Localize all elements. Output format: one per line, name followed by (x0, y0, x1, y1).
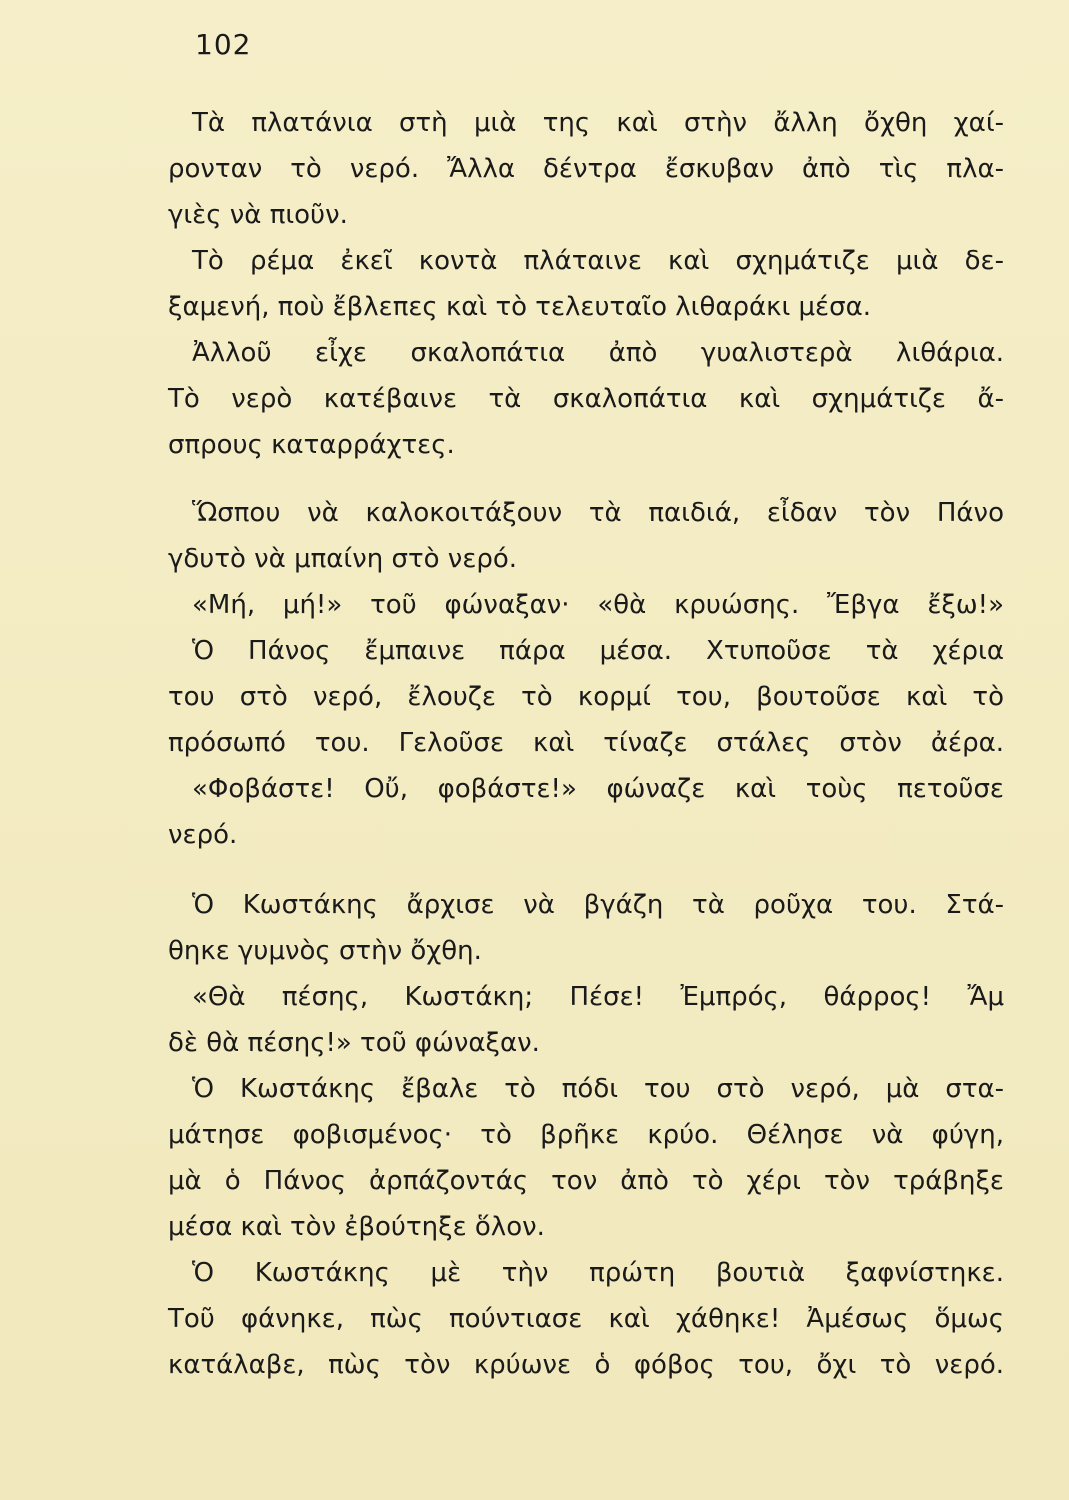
text-line: Τὸ ρέμα ἐκεῖ κοντὰ πλάταινε καὶ σχημάτιζε μιὰ δε- (192, 246, 1004, 276)
text-line: Ὥσπου νὰ καλοκοιτάξουν τὰ παιδιά, εἶδαν τὸν Πάνο (192, 498, 1004, 528)
text-line: Τὸ νερὸ κατέβαινε τὰ σκαλοπάτια καὶ σχημάτιζε ἄ- (168, 384, 1004, 414)
text-line: μέσα καὶ τὸν ἐβούτηξε ὅλον. (168, 1212, 545, 1242)
text-line: ρονταν τὸ νερό. Ἄλλα δέντρα ἔσκυβαν ἀπὸ τὶς πλα- (168, 154, 1004, 184)
text-line: γδυτὸ νὰ μπαίνη στὸ νερό. (168, 544, 518, 574)
text-line: Τοῦ φάνηκε, πὼς πούντιασε καὶ χάθηκε! Ἀμέσως ὅμως (168, 1304, 1004, 1334)
text-line: θηκε γυμνὸς στὴν ὄχθη. (168, 936, 482, 966)
text-line: «Φοβάστε! Οὔ, φοβάστε!» φώναζε καὶ τοὺς πετοῦσε (192, 774, 1004, 804)
text-line: γιὲς νὰ πιοῦν. (168, 200, 348, 230)
text-line: σπρους καταρράχτες. (168, 430, 455, 460)
text-line: «Μή, μή!» τοῦ φώναξαν· «θὰ κρυώσης. Ἔβγα ἔξω!» (192, 590, 1004, 620)
text-line: Ἀλλοῦ εἶχε σκαλοπάτια ἀπὸ γυαλιστερὰ λιθάρια. (192, 338, 1004, 368)
text-line: Τὰ πλατάνια στὴ μιὰ της καὶ στὴν ἄλλη ὄχθη χαί- (192, 108, 1004, 138)
text-block-streamside (168, 100, 1004, 468)
text-line: κατάλαβε, πὼς τὸν κρύωνε ὁ φόβος του, ὄχι τὸ νερό. (168, 1350, 1004, 1380)
text-line: μὰ ὁ Πάνος ἀρπάζοντάς τον ἀπὸ τὸ χέρι τὸν τράβηξε (168, 1166, 1004, 1196)
text-line: Ὁ Κωστάκης ἔβαλε τὸ πόδι του στὸ νερό, μὰ στα- (192, 1074, 1004, 1104)
text-line: «Θὰ πέσης, Κωστάκη; Πέσε! Ἐμπρός, θάρρος! Ἄμ (192, 982, 1004, 1012)
text-line: του στὸ νερό, ἔλουζε τὸ κορμί του, βουτοῦσε καὶ τὸ (168, 682, 1004, 712)
text-line: μάτησε φοβισμένος· τὸ βρῆκε κρύο. Θέλησε νὰ φύγη, (168, 1120, 1004, 1150)
text-line: νερό. (168, 820, 238, 850)
text-block-pano-swimming (168, 490, 1004, 858)
text-line: δὲ θὰ πέσης!» τοῦ φώναξαν. (168, 1028, 540, 1058)
text-line: Ὁ Κωστάκης μὲ τὴν πρώτη βουτιὰ ξαφνίστηκε. (192, 1258, 1004, 1288)
text-block-kostakis-swimming (168, 882, 1004, 1388)
text-line: Ὁ Πάνος ἔμπαινε πάρα μέσα. Χτυποῦσε τὰ χέρια (192, 636, 1004, 666)
text-line: ξαμενή, ποὺ ἔβλεπες καὶ τὸ τελευταῖο λιθαράκι μέσα. (168, 292, 871, 322)
text-line: Ὁ Κωστάκης ἄρχισε νὰ βγάζη τὰ ροῦχα του. Στά- (192, 890, 1004, 920)
text-line: πρόσωπό του. Γελοῦσε καὶ τίναζε στάλες στὸν ἀέρα. (168, 728, 1004, 758)
page-number: 102 (195, 28, 252, 61)
